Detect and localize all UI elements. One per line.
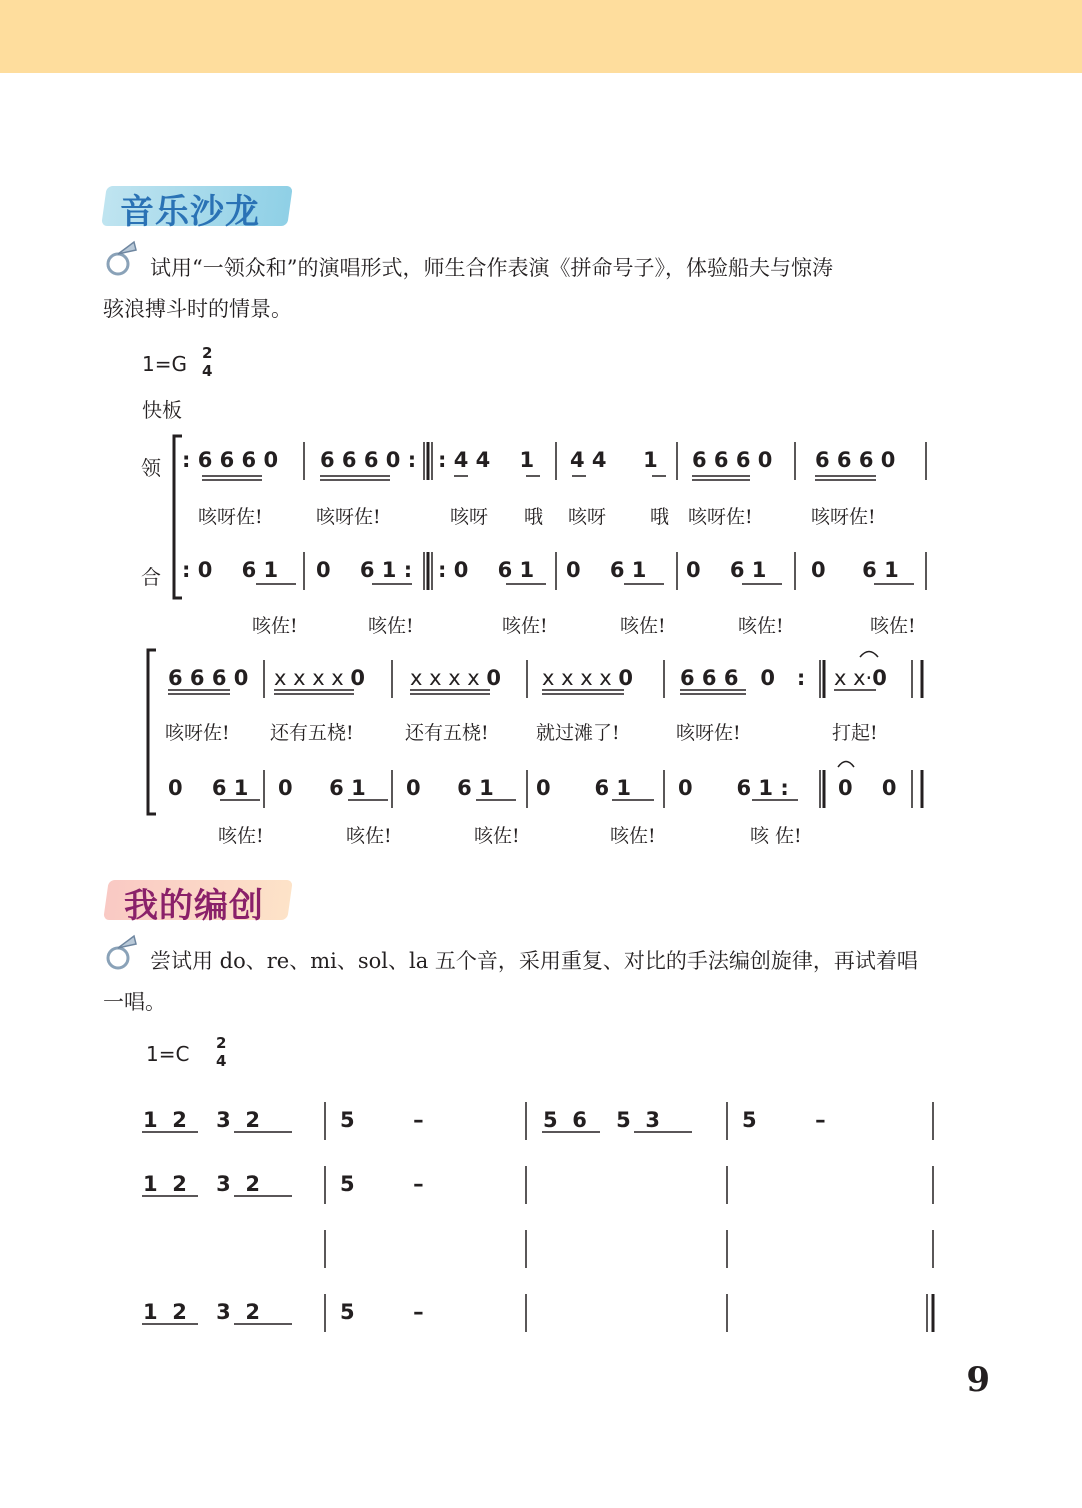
time-signature-bottom: 4 [216, 1052, 227, 1070]
lyric: 咳呀佐! [165, 722, 230, 744]
note-group: 5 – [340, 1300, 424, 1324]
lyric: 咳佐! [368, 615, 414, 637]
key-signature: 1=C [146, 1042, 190, 1066]
tempo-marking: 快板 [142, 398, 182, 422]
lyric: 咳佐! [620, 615, 666, 637]
note-group: : 6 6 6 0 [182, 448, 279, 472]
note-group: : 4 4 1 [438, 448, 535, 472]
note-group: : 0 6 1 [438, 558, 535, 582]
lyric: 咳佐! [610, 825, 656, 847]
note-group: 1 2 3 2 [143, 1172, 260, 1196]
note-group: 0 6 1 : [316, 558, 413, 582]
lyric: 咳呀佐! [811, 506, 876, 528]
section-title-create: 我的编创 [124, 886, 264, 926]
lyric: 咳呀佐! [198, 506, 263, 528]
create-instruction-line2: 一唱。 [103, 990, 166, 1014]
note-group: x x x x 0 [410, 666, 502, 690]
lyric: 哦 [650, 506, 670, 528]
note-group: 6 6 6 0 : [320, 448, 417, 472]
note-group: x x x x 0 [542, 666, 634, 690]
note-group: x x x x 0 [274, 666, 366, 690]
lyric: 咳呀 [568, 506, 607, 528]
lyric: 咳佐! [502, 615, 548, 637]
create-instruction-line1: 尝试用 do、re、mi、sol、la 五个音，采用重复、对比的手法编创旋律，再试着唱 [150, 949, 918, 973]
note-group: 5 – [340, 1172, 424, 1196]
lyric: 哦 [524, 506, 544, 528]
note-group: 1 2 3 2 [143, 1108, 260, 1132]
time-signature-top: 2 [202, 344, 213, 362]
note-group: x x·0 [834, 666, 887, 690]
lyric: 咳佐! [346, 825, 392, 847]
salon-instruction-line2: 骇浪搏斗时的情景。 [103, 297, 292, 321]
horn-icon [102, 934, 142, 974]
time-signature-bottom: 4 [202, 362, 213, 380]
lyric: 就过滩了! [536, 722, 620, 744]
lyric: 打起! [832, 722, 878, 744]
note-group: 0 6 1 [811, 558, 899, 582]
salon-instruction-line1: 试用“一领众和”的演唱形式，师生合作表演《拼命号子》，体验船夫与惊涛 [150, 256, 833, 280]
note-group: 0 6 1 [536, 776, 632, 800]
note-group: 5 – [340, 1108, 424, 1132]
time-signature-top: 2 [216, 1034, 227, 1052]
lyric: 咳佐! [870, 615, 916, 637]
lyric: 还有五桡! [405, 722, 489, 744]
note-group: 5 6 5 3 [543, 1108, 660, 1132]
lyric: 咳 佐! [750, 825, 802, 847]
note-group: 0 6 1 [168, 776, 249, 800]
note-group: 5 – [742, 1108, 826, 1132]
note-group: 6 6 6 0 [815, 448, 896, 472]
note-group: 6 6 6 0 : [680, 666, 806, 690]
lyric: 咳呀佐! [688, 506, 753, 528]
note-group: 0 6 1 [686, 558, 767, 582]
lyric: 还有五桡! [270, 722, 354, 744]
chorus-part-label: 合 [141, 565, 161, 589]
key-signature: 1=G [142, 352, 187, 376]
note-group: 6 6 6 0 [692, 448, 773, 472]
note-group: 0 6 1 [406, 776, 494, 800]
note-group: 0 6 1 [278, 776, 366, 800]
note-group: 6 6 6 0 [168, 666, 249, 690]
lyric: 咳佐! [252, 615, 298, 637]
note-group: 0 6 1 [566, 558, 647, 582]
page-number: 9 [966, 1360, 990, 1400]
note-group: : 0 6 1 [182, 558, 279, 582]
note-group: 1 2 3 2 [143, 1300, 260, 1324]
note-group: 4 4 1 [570, 448, 658, 472]
lyric: 咳佐! [738, 615, 784, 637]
note-group: 0 0 [838, 776, 897, 800]
lyric: 咳呀 [450, 506, 489, 528]
lead-part-label: 领 [141, 456, 161, 480]
lyric: 咳佐! [474, 825, 520, 847]
lyric: 咳佐! [218, 825, 264, 847]
note-group: 0 6 1 : [678, 776, 789, 800]
lyric: 咳呀佐! [676, 722, 741, 744]
lyric: 咳呀佐! [316, 506, 381, 528]
section-title-salon: 音乐沙龙 [120, 192, 260, 232]
